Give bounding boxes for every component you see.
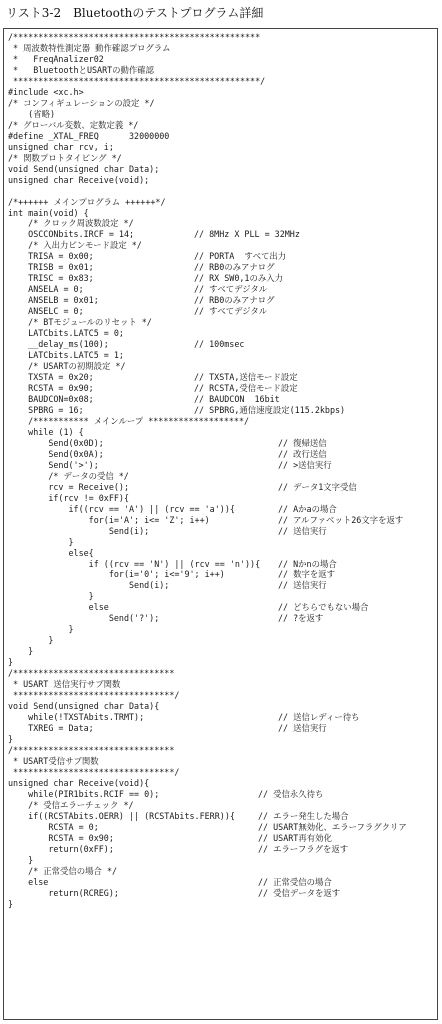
code-line	[8, 361, 436, 372]
code-text: ANSELB = 0x01;	[8, 295, 99, 306]
code-text: LATCbits.LATC5 = 0;	[8, 328, 124, 339]
code-line	[8, 438, 436, 449]
code-listing-box	[3, 28, 438, 1020]
code-line	[8, 482, 436, 493]
code-line	[8, 229, 436, 240]
code-line	[8, 734, 436, 745]
code-text: void Send(unsigned char Data){	[8, 701, 160, 712]
code-text: if(rcv != 0xFF){	[8, 492, 130, 503]
code-text: unsigned char Receive(void){	[8, 777, 150, 788]
code-line	[8, 504, 436, 515]
code-line	[8, 493, 436, 504]
code-text: Send(i);	[8, 580, 170, 591]
code-line	[8, 756, 436, 767]
code-line	[8, 877, 436, 888]
code-comment: // USART再有効化	[258, 832, 332, 843]
code-line	[8, 613, 436, 624]
code-text: return(RCREG);	[8, 887, 119, 898]
code-line	[8, 635, 436, 646]
code-line	[8, 657, 436, 668]
code-line	[8, 164, 436, 175]
code-comment: // 受信データを返す	[258, 887, 341, 898]
code-line	[8, 175, 436, 186]
code-line	[8, 800, 436, 811]
code-line	[8, 262, 436, 273]
code-text: OSCCONbits.IRCF = 14;	[8, 229, 135, 240]
code-line	[8, 833, 436, 844]
code-line	[8, 284, 436, 295]
code-text: for(i='0'; i<='9'; i++)	[8, 569, 225, 580]
code-text: /* 正常受信の場合 */	[8, 865, 118, 876]
code-text: if((rcv == 'A') || (rcv == 'a')){	[8, 503, 235, 514]
code-line	[8, 295, 436, 306]
code-comment: // RB0のみアナログ	[194, 295, 275, 306]
code-line	[8, 591, 436, 602]
code-line	[8, 153, 436, 164]
code-line	[8, 306, 436, 317]
code-text: RCSTA = 0x90;	[8, 832, 114, 843]
code-text: Send(0x0A);	[8, 448, 104, 459]
code-text: ANSELA = 0;	[8, 284, 84, 295]
code-text: /* クロック周波数設定 */	[8, 218, 134, 229]
code-line	[8, 87, 436, 98]
code-text: /* 関数プロトタイピング */	[8, 152, 122, 163]
code-line	[8, 789, 436, 800]
code-comment: // 改行送信	[278, 448, 327, 459]
code-line	[8, 317, 436, 328]
code-text: unsigned char rcv, i;	[8, 141, 114, 152]
code-text: Send(i);	[8, 525, 150, 536]
code-comment: // Nかnの場合	[278, 558, 337, 569]
code-comment: // エラー発生した場合	[258, 810, 349, 821]
code-line	[8, 339, 436, 350]
code-text: }	[8, 536, 74, 547]
code-line	[8, 427, 436, 438]
code-line	[8, 142, 436, 153]
code-line	[8, 767, 436, 778]
code-line	[8, 449, 436, 460]
code-line	[8, 624, 436, 635]
code-text: Send('?');	[8, 613, 160, 624]
code-comment: // TXSTA,送信モード設定	[194, 372, 298, 383]
code-text: TRISC = 0x83;	[8, 273, 94, 284]
code-comment: // 送信実行	[278, 723, 327, 734]
code-line	[8, 273, 436, 284]
listing-title: リスト3-2 Bluetoothのテストプログラム詳細	[6, 6, 264, 20]
code-line	[8, 701, 436, 712]
code-text: LATCbits.LATC5 = 1;	[8, 350, 124, 361]
code-text: TRISA = 0x00;	[8, 251, 94, 262]
code-text: /* BTモジュールのリセット */	[8, 317, 152, 328]
code-text: for(i='A'; i<= 'Z'; i++)	[8, 514, 210, 525]
code-comment: // どちらでもない場合	[278, 602, 369, 613]
code-text: if ((rcv == 'N') || (rcv == 'n')){	[8, 558, 261, 569]
code-line	[8, 460, 436, 471]
code-text: /* 入出力ピンモード設定 */	[8, 240, 142, 251]
code-text: }	[8, 624, 74, 635]
code-text: RCSTA = 0x90;	[8, 383, 94, 393]
code-line	[8, 131, 436, 142]
code-comment: // RX SW0,1のみ入力	[194, 273, 283, 284]
code-line	[8, 844, 436, 855]
code-text: }	[8, 657, 14, 668]
code-text: while(PIR1bits.RCIF == 0);	[8, 788, 160, 799]
code-text: /* 受信エラーチェック */	[8, 799, 134, 810]
code-text: if((RCSTAbits.OERR) || (RCSTAbits.FERR)){	[8, 810, 235, 821]
code-comment: // データ1文字受信	[278, 481, 357, 492]
code-comment: // 受信永久待ち	[258, 788, 324, 799]
code-text: /********************************	[8, 744, 175, 755]
code-text: }	[8, 646, 34, 657]
code-line	[8, 580, 436, 591]
code-line	[8, 98, 436, 109]
code-text: *************************************************/	[8, 75, 266, 86]
code-comment: // すべてデジタル	[194, 284, 268, 295]
code-text: rcv = Receive();	[8, 481, 130, 492]
code-line	[8, 778, 436, 789]
code-text: while (1) {	[8, 426, 84, 437]
code-line	[8, 383, 436, 394]
code-comment: // アルファベット26文字を返す	[278, 514, 404, 525]
code-comment: // USART無効化、エラーフラグクリア	[258, 821, 407, 832]
code-line	[8, 208, 436, 219]
code-comment: // すべてデジタル	[194, 306, 268, 317]
code-text: * USART 送信実行サブ関数	[8, 679, 121, 690]
code-text: ANSELC = 0;	[8, 306, 84, 317]
code-comment: // RB0のみアナログ	[194, 262, 275, 273]
code-line	[8, 372, 436, 383]
code-comment: // >送信実行	[278, 459, 332, 470]
code-text: BAUDCON=0x08;	[8, 393, 94, 404]
code-line	[8, 668, 436, 679]
code-text: int main(void) {	[8, 207, 89, 218]
code-comment: // BAUDCON 16bit	[194, 393, 280, 404]
code-text: #define _XTAL_FREQ 32000000	[8, 130, 170, 141]
code-text: void Send(unsigned char Data);	[8, 163, 160, 174]
code-line	[8, 723, 436, 734]
code-text: else	[8, 876, 49, 887]
code-text: }	[8, 734, 14, 744]
code-line	[8, 548, 436, 559]
code-line	[8, 690, 436, 701]
code-line	[8, 866, 436, 877]
code-text: Send('>');	[8, 459, 99, 470]
code-comment: // Aかaの場合	[278, 503, 337, 514]
code-line	[8, 186, 436, 197]
code-line	[8, 888, 436, 899]
code-text: /*************************************************	[8, 32, 261, 42]
code-text: * FreqAnalizer02	[8, 53, 104, 64]
code-text: /* グローバル変数、定数定義 */	[8, 119, 139, 130]
code-text: return(0xFF);	[8, 843, 114, 854]
code-comment: // 送信レディー待ち	[278, 712, 360, 723]
code-text: #include <xc.h>	[8, 86, 84, 97]
code-text: * BluetoothとUSARTの動作確認	[8, 64, 155, 75]
code-text: TXSTA = 0x20;	[8, 372, 94, 383]
code-line	[8, 679, 436, 690]
code-line	[8, 405, 436, 416]
code-text: }	[8, 591, 94, 602]
code-text: * 周波数特性測定器 動作確認プログラム	[8, 42, 171, 53]
code-text: else	[8, 602, 109, 613]
code-text: RCSTA = 0;	[8, 821, 99, 832]
code-text: }	[8, 635, 54, 646]
code-comment: // 8MHz X PLL = 32MHz	[194, 229, 300, 240]
code-text: /*********** メインループ *******************/	[8, 415, 250, 426]
code-text: TXREG = Data;	[8, 723, 94, 734]
code-text: TRISB = 0x01;	[8, 262, 94, 273]
code-line	[8, 109, 436, 120]
code-text: /* データの受信 */	[8, 470, 129, 481]
code-text: /*++++++ メインプログラム ++++++*/	[8, 196, 166, 207]
code-text: (省略)	[8, 108, 56, 119]
code-line	[8, 559, 436, 570]
code-line	[8, 646, 436, 657]
code-line	[8, 416, 436, 427]
code-comment: // RCSTA,受信モード設定	[194, 383, 298, 393]
code-text: }	[8, 898, 14, 909]
code-comment: // ?を返す	[278, 613, 324, 624]
code-line	[8, 899, 436, 910]
code-text: __delay_ms(100);	[8, 339, 109, 350]
code-text: * USART受信サブ関数	[8, 755, 99, 766]
code-line	[8, 76, 436, 87]
source-code	[8, 32, 436, 910]
code-line	[8, 120, 436, 131]
code-line	[8, 822, 436, 833]
code-comment: // 送信実行	[278, 525, 327, 536]
code-comment: // 正常受信の場合	[258, 876, 332, 887]
code-line	[8, 65, 436, 76]
code-line	[8, 43, 436, 54]
code-line	[8, 515, 436, 526]
code-line	[8, 602, 436, 613]
code-comment: // PORTA すべて出力	[194, 251, 287, 262]
code-comment: // 数字を返す	[278, 569, 336, 580]
code-line	[8, 569, 436, 580]
code-comment: // 送信実行	[278, 580, 327, 591]
code-text: else{	[8, 547, 94, 558]
code-text: /* USARTの初期設定 */	[8, 361, 126, 372]
code-comment: // 100msec	[194, 339, 245, 350]
code-line	[8, 32, 436, 43]
code-line	[8, 218, 436, 229]
code-line	[8, 240, 436, 251]
code-text: unsigned char Receive(void);	[8, 174, 150, 185]
code-text: /********************************	[8, 668, 175, 679]
code-line	[8, 712, 436, 723]
code-line	[8, 350, 436, 361]
code-text: }	[8, 854, 34, 865]
code-line	[8, 537, 436, 548]
code-comment: // SPBRG,通信速度設定(115.2kbps)	[194, 404, 346, 415]
code-line	[8, 526, 436, 537]
code-line	[8, 811, 436, 822]
code-line	[8, 855, 436, 866]
code-text: Send(0x0D);	[8, 437, 104, 448]
code-line	[8, 328, 436, 339]
code-line	[8, 251, 436, 262]
code-line	[8, 394, 436, 405]
code-comment: // エラーフラグを返す	[258, 843, 349, 854]
code-line	[8, 745, 436, 756]
code-text: /* コンフィギュレーションの設定 */	[8, 97, 155, 108]
code-line	[8, 471, 436, 482]
code-text: ********************************/	[8, 766, 180, 777]
code-text: while(!TXSTAbits.TRMT);	[8, 712, 145, 723]
code-line	[8, 54, 436, 65]
code-text: ********************************/	[8, 690, 180, 701]
code-comment: // 復帰送信	[278, 437, 327, 448]
code-line	[8, 197, 436, 208]
code-text: SPBRG = 16;	[8, 404, 84, 415]
